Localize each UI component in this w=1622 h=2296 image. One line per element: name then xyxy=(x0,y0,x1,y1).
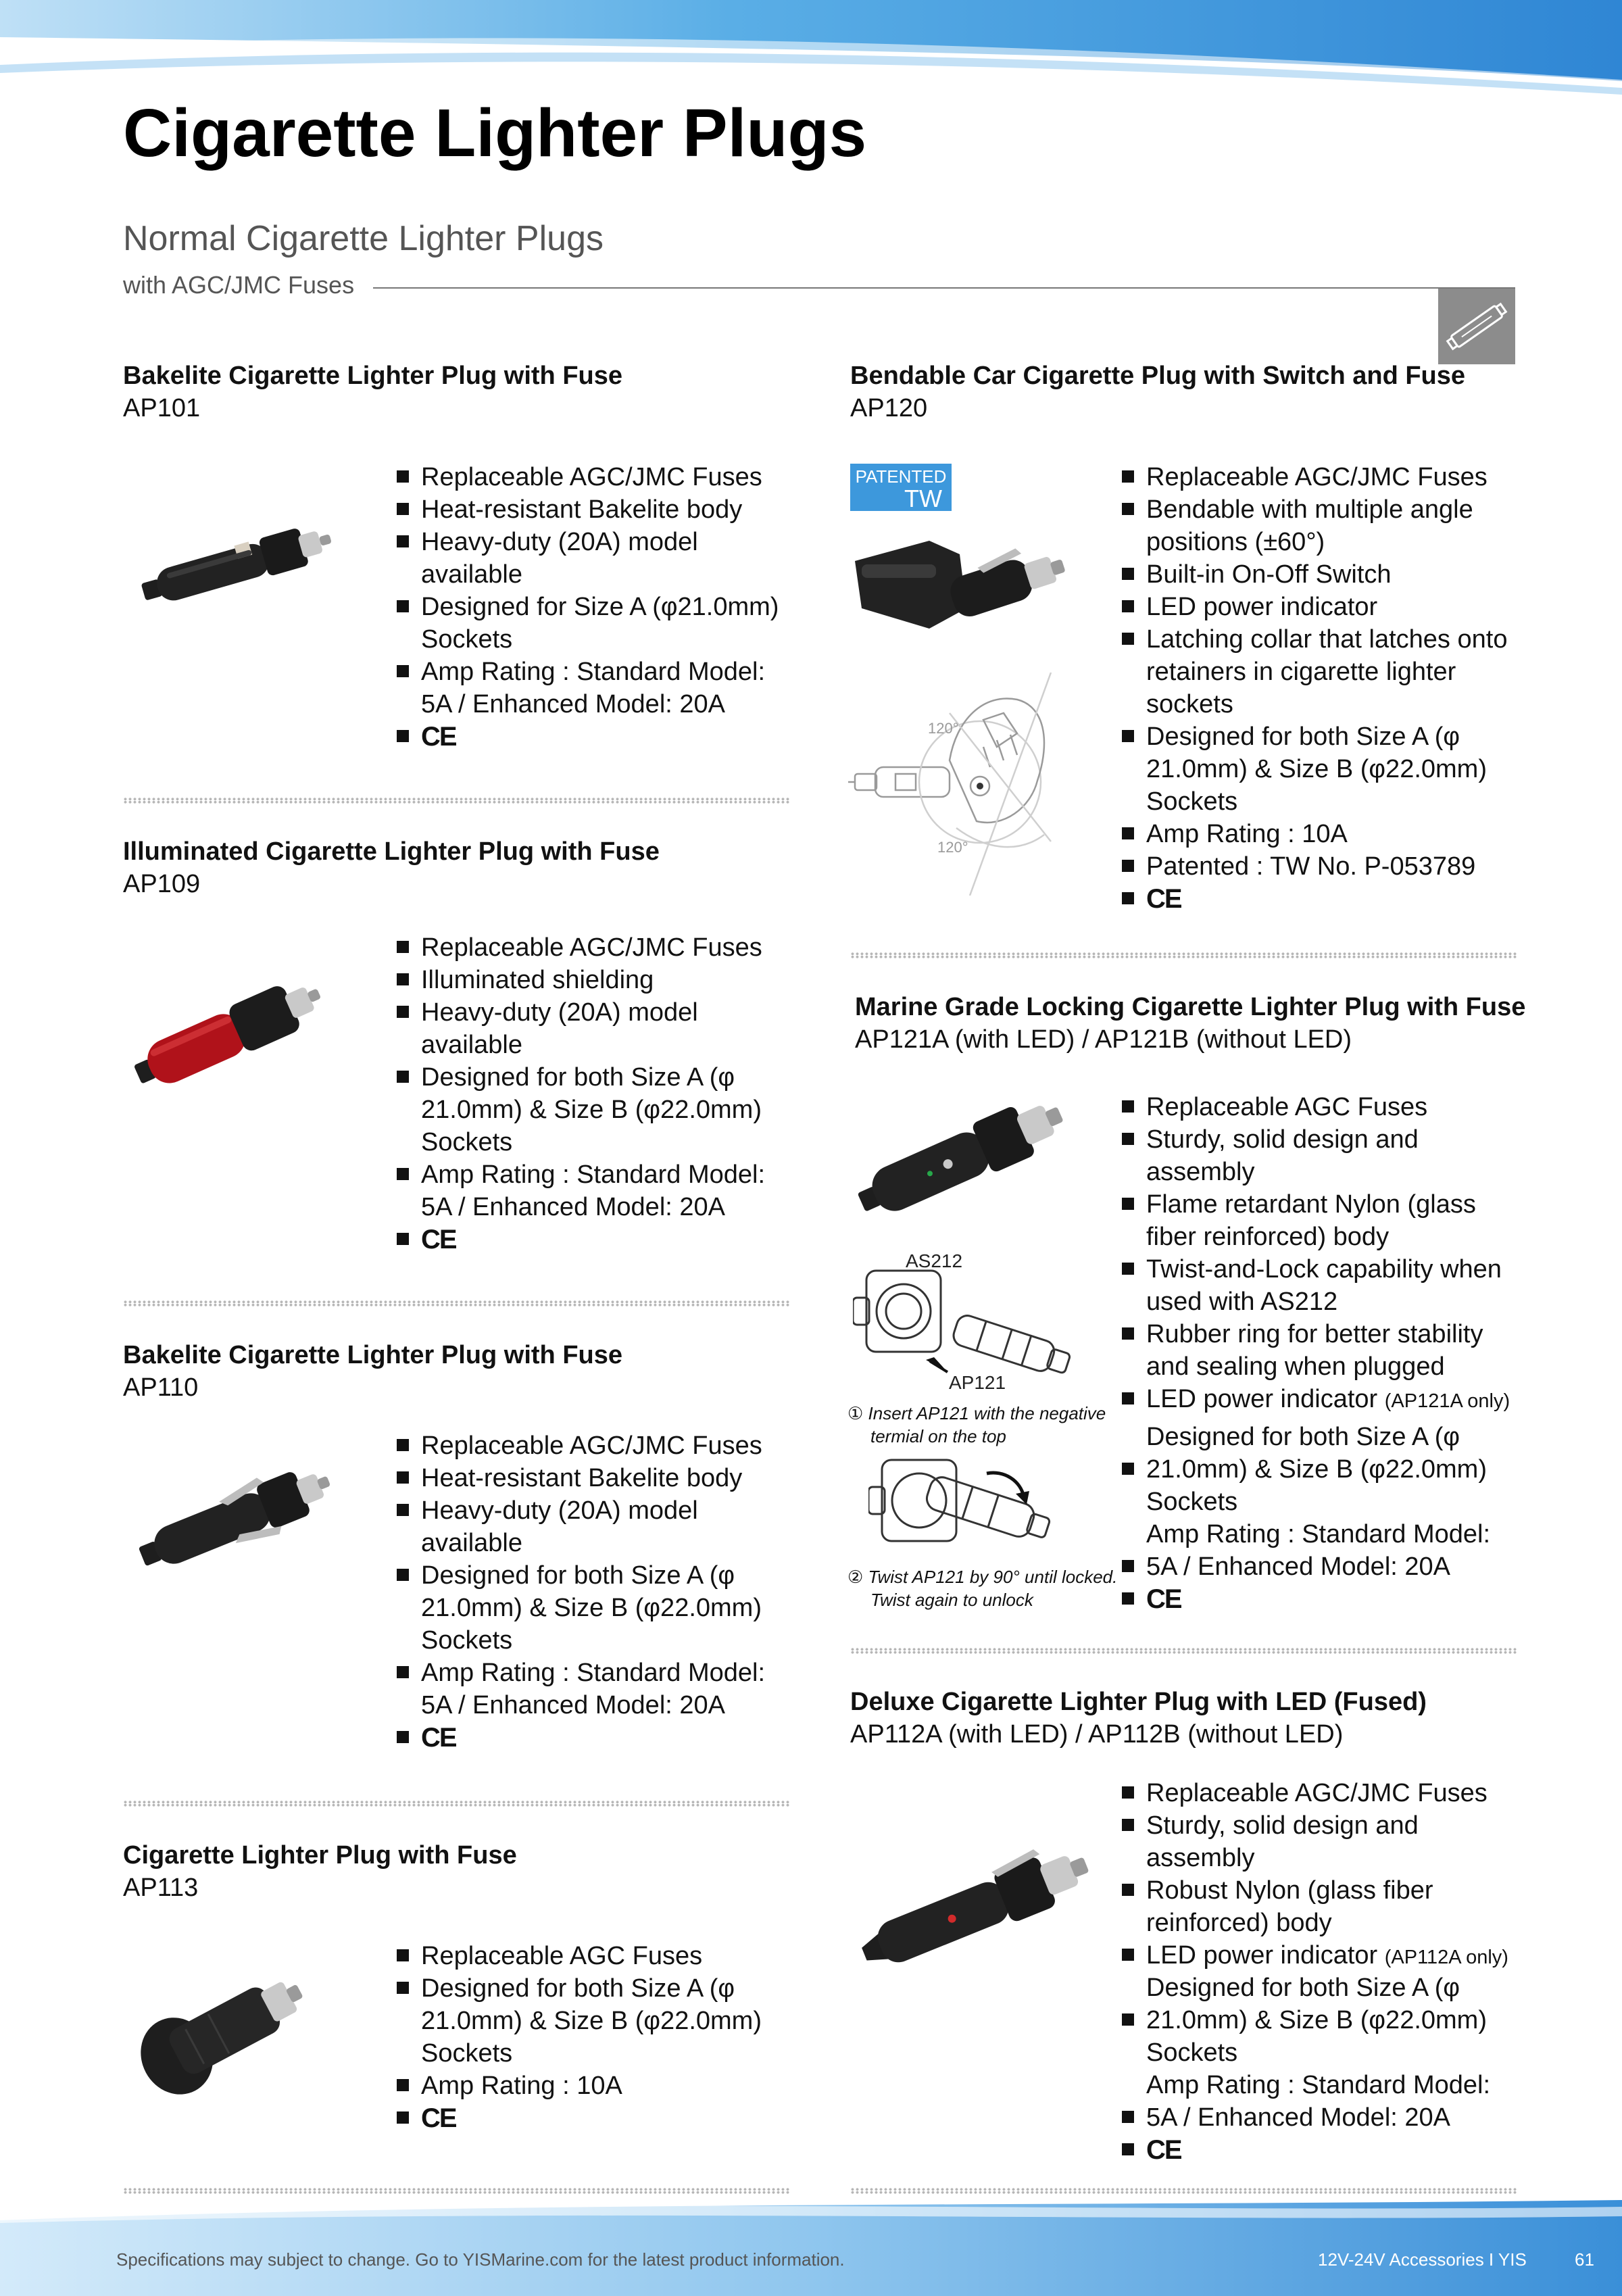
feature-item: Designed for Size A (φ21.0mm) Sockets xyxy=(395,591,787,656)
product-image-ap113 xyxy=(122,1940,351,2109)
product-ap101-header xyxy=(123,360,622,424)
product-code: AP109 xyxy=(123,869,201,898)
step-text: Insert AP121 with the negative xyxy=(868,1403,1106,1423)
socket-text-line: Sockets xyxy=(1146,2038,1238,2067)
feature-item: Replaceable AGC/JMC Fuses xyxy=(1121,461,1519,493)
amp-text-line: Amp Rating : Standard Model: xyxy=(1146,2071,1491,2099)
feature-item: Heavy-duty (20A) model available xyxy=(395,526,787,591)
feature-note: (AP121A only) xyxy=(1384,1390,1510,1412)
socket-text-line: Designed for both Size A (φ xyxy=(1146,1974,1460,2002)
feature-list-ap121 xyxy=(1121,1091,1519,1417)
feature-item: 21.0mm) & Size B (φ22.0mm) xyxy=(1121,1453,1519,1486)
feature-text: LED power indicator xyxy=(1146,1385,1378,1413)
feature-item: Replaceable AGC Fuses xyxy=(395,1940,787,1972)
feature-item-ce xyxy=(395,1721,787,1755)
product-image-ap112 xyxy=(848,1825,1119,1987)
feature-item: Replaceable AGC/JMC Fuses xyxy=(395,931,787,964)
feature-list-ap110 xyxy=(395,1430,787,1755)
feature-item-led xyxy=(1121,1939,1519,1974)
socket-text-line: Sockets xyxy=(1146,1488,1238,1516)
feature-list-ap101 xyxy=(395,461,787,754)
angle-label: 120° xyxy=(937,839,968,856)
section-divider xyxy=(850,952,1517,958)
page-title: Cigarette Lighter Plugs xyxy=(123,95,867,171)
twist-lock-locked-diagram xyxy=(868,1446,1071,1561)
feature-item: Illuminated shielding xyxy=(395,964,787,996)
product-title: Illuminated Cigarette Lighter Plug with Fuse xyxy=(123,837,660,866)
header-rule xyxy=(373,287,1515,289)
product-title: Deluxe Cigarette Lighter Plug with LED (Fused) xyxy=(850,1688,1427,1716)
feature-item: Sturdy, solid design and assembly xyxy=(1121,1123,1519,1188)
ce-mark: CE xyxy=(1146,884,1181,914)
product-code: AP113 xyxy=(123,1873,199,1902)
badge-bottom-text: TW xyxy=(904,485,942,512)
feature-item: Rubber ring for better stability and sealing when plugged xyxy=(1121,1318,1519,1383)
product-ap112-header xyxy=(850,1686,1427,1751)
step-number: ② xyxy=(847,1567,864,1587)
step-2-note xyxy=(847,1565,1117,1611)
product-image-ap110 xyxy=(125,1440,355,1595)
socket-label: AS212 xyxy=(906,1250,963,1271)
feature-list-ap112-amp xyxy=(1121,2101,1519,2167)
feature-item: Amp Rating : Standard Model: 5A / Enhanced Model: 20A xyxy=(395,1158,787,1223)
product-title: Bendable Car Cigarette Plug with Switch and Fuse xyxy=(850,362,1466,390)
ce-mark: CE xyxy=(421,1225,456,1254)
step-number: ① xyxy=(847,1403,864,1423)
feature-list-ap109 xyxy=(395,931,787,1256)
footer-disclaimer: Specifications may subject to change. Go to YISMarine.com for the latest product information. xyxy=(116,2249,845,2270)
feature-list-ap121-socket xyxy=(1121,1453,1519,1486)
feature-item: Bendable with multiple angle positions (±60°) xyxy=(1121,493,1519,558)
feature-item-ce xyxy=(395,2102,787,2135)
feature-item: Sturdy, solid design and assembly xyxy=(1121,1809,1519,1874)
section-divider xyxy=(123,1801,789,1807)
feature-item-ce xyxy=(395,1223,787,1256)
feature-item: LED power indicator xyxy=(1121,591,1519,623)
product-code: AP121A (with LED) / AP121B (without LED) xyxy=(855,1025,1352,1054)
feature-item: Designed for both Size A (φ 21.0mm) & Size B (φ22.0mm) Sockets xyxy=(395,1972,787,2070)
header-wave-band xyxy=(0,0,1622,95)
feature-item: Heat-resistant Bakelite body xyxy=(395,1462,787,1494)
feature-list-ap112-socket xyxy=(1121,2004,1519,2036)
feature-list-ap121-amp xyxy=(1121,1550,1519,1616)
feature-note: (AP112A only) xyxy=(1384,1947,1508,1968)
feature-item: Designed for both Size A (φ 21.0mm) & Size B (φ22.0mm) Sockets xyxy=(395,1061,787,1158)
section-divider xyxy=(123,798,789,804)
product-title: Bakelite Cigarette Lighter Plug with Fuse xyxy=(123,1341,623,1369)
product-ap120-header xyxy=(850,360,1465,424)
feature-item: Heavy-duty (20A) model available xyxy=(395,996,787,1061)
feature-item-ce xyxy=(1121,883,1519,916)
product-image-ap101 xyxy=(125,500,355,622)
section-subtitle: Normal Cigarette Lighter Plugs xyxy=(123,219,604,258)
feature-item: Replaceable AGC Fuses xyxy=(1121,1091,1519,1123)
feature-item: Twist-and-Lock capability when used with AS212 xyxy=(1121,1253,1519,1318)
step-text: Twist again to unlock xyxy=(870,1590,1033,1610)
feature-item-ce xyxy=(1121,1583,1519,1616)
plug-label: AP121 xyxy=(949,1372,1006,1393)
feature-item-ce xyxy=(395,720,787,754)
feature-item: 5A / Enhanced Model: 20A xyxy=(1121,1550,1519,1583)
feature-item: Designed for both Size A (φ 21.0mm) & Size B (φ22.0mm) Sockets xyxy=(395,1559,787,1657)
feature-item: Built-in On-Off Switch xyxy=(1121,558,1519,591)
product-title: Marine Grade Locking Cigarette Lighter Plug with Fuse xyxy=(855,993,1526,1021)
product-image-ap120 xyxy=(848,514,1091,649)
feature-item: Replaceable AGC/JMC Fuses xyxy=(1121,1777,1519,1809)
feature-item: 21.0mm) & Size B (φ22.0mm) xyxy=(1121,2004,1519,2036)
socket-text-line: Designed for both Size A (φ xyxy=(1146,1423,1460,1451)
ce-mark: CE xyxy=(1146,2135,1181,2165)
product-title: Bakelite Cigarette Lighter Plug with Fuse xyxy=(123,362,623,390)
step-text: termial on the top xyxy=(870,1426,1006,1446)
section-subsubtitle: with AGC/JMC Fuses xyxy=(123,271,355,299)
feature-item: Heat-resistant Bakelite body xyxy=(395,493,787,526)
footer-wave-band xyxy=(0,2200,1622,2296)
ce-mark: CE xyxy=(421,1723,456,1753)
product-ap109-header xyxy=(123,836,660,900)
ce-mark: CE xyxy=(1146,1584,1181,1614)
feature-item: Amp Rating : Standard Model: 5A / Enhanced Model: 20A xyxy=(395,1657,787,1721)
ce-mark: CE xyxy=(421,2103,456,2133)
section-divider xyxy=(123,1300,789,1306)
section-divider xyxy=(850,1648,1517,1654)
feature-item: Flame retardant Nylon (glass fiber reinforced) body xyxy=(1121,1188,1519,1253)
ce-mark: CE xyxy=(421,722,456,752)
feature-item: Amp Rating : Standard Model: 5A / Enhanced Model: 20A xyxy=(395,656,787,720)
step-text: Twist AP121 by 90° until locked. xyxy=(868,1567,1118,1587)
feature-item: Patented : TW No. P-053789 xyxy=(1121,850,1519,883)
product-ap110-header xyxy=(123,1340,622,1404)
feature-item-led xyxy=(1121,1383,1519,1417)
product-code: AP101 xyxy=(123,393,201,422)
feature-item: Designed for both Size A (φ 21.0mm) & Size B (φ22.0mm) Sockets xyxy=(1121,720,1519,818)
page-number: 61 xyxy=(1575,2249,1594,2270)
feature-list-ap112 xyxy=(1121,1777,1519,1974)
feature-item: Amp Rating : 10A xyxy=(395,2070,787,2102)
section-divider xyxy=(123,2188,789,2194)
product-code: AP110 xyxy=(123,1373,199,1402)
product-title: Cigarette Lighter Plug with Fuse xyxy=(123,1841,517,1870)
feature-item-ce xyxy=(1121,2134,1519,2167)
step-1-note xyxy=(847,1402,1106,1448)
feature-item: Amp Rating : 10A xyxy=(1121,818,1519,850)
amp-text-line: Amp Rating : Standard Model: xyxy=(1146,1520,1491,1548)
section-divider xyxy=(850,2188,1517,2194)
feature-item: Latching collar that latches onto retainers in cigarette lighter sockets xyxy=(1121,623,1519,720)
product-code: AP112A (with LED) / AP112B (without LED) xyxy=(850,1719,1344,1749)
fuse-icon xyxy=(1438,289,1515,364)
feature-list-ap120 xyxy=(1121,461,1519,916)
product-ap121-header xyxy=(855,992,1525,1056)
patented-badge xyxy=(850,464,952,511)
product-image-ap121 xyxy=(845,1081,1088,1230)
feature-list-ap113 xyxy=(395,1940,787,2135)
bend-angle-diagram xyxy=(848,673,1098,896)
feature-item: 5A / Enhanced Model: 20A xyxy=(1121,2101,1519,2134)
feature-item: Replaceable AGC/JMC Fuses xyxy=(395,1430,787,1462)
badge-top-text: PATENTED xyxy=(855,466,947,487)
product-code: AP120 xyxy=(850,393,928,422)
footer-section: 12V-24V Accessories I YIS xyxy=(1318,2249,1527,2270)
feature-item: Replaceable AGC/JMC Fuses xyxy=(395,461,787,493)
feature-item: Heavy-duty (20A) model available xyxy=(395,1494,787,1559)
product-ap113-header xyxy=(123,1840,517,1904)
feature-item: Robust Nylon (glass fiber reinforced) body xyxy=(1121,1874,1519,1939)
product-image-ap109 xyxy=(122,953,351,1108)
feature-text: LED power indicator xyxy=(1146,1941,1378,1970)
angle-label: 120° xyxy=(928,720,959,737)
